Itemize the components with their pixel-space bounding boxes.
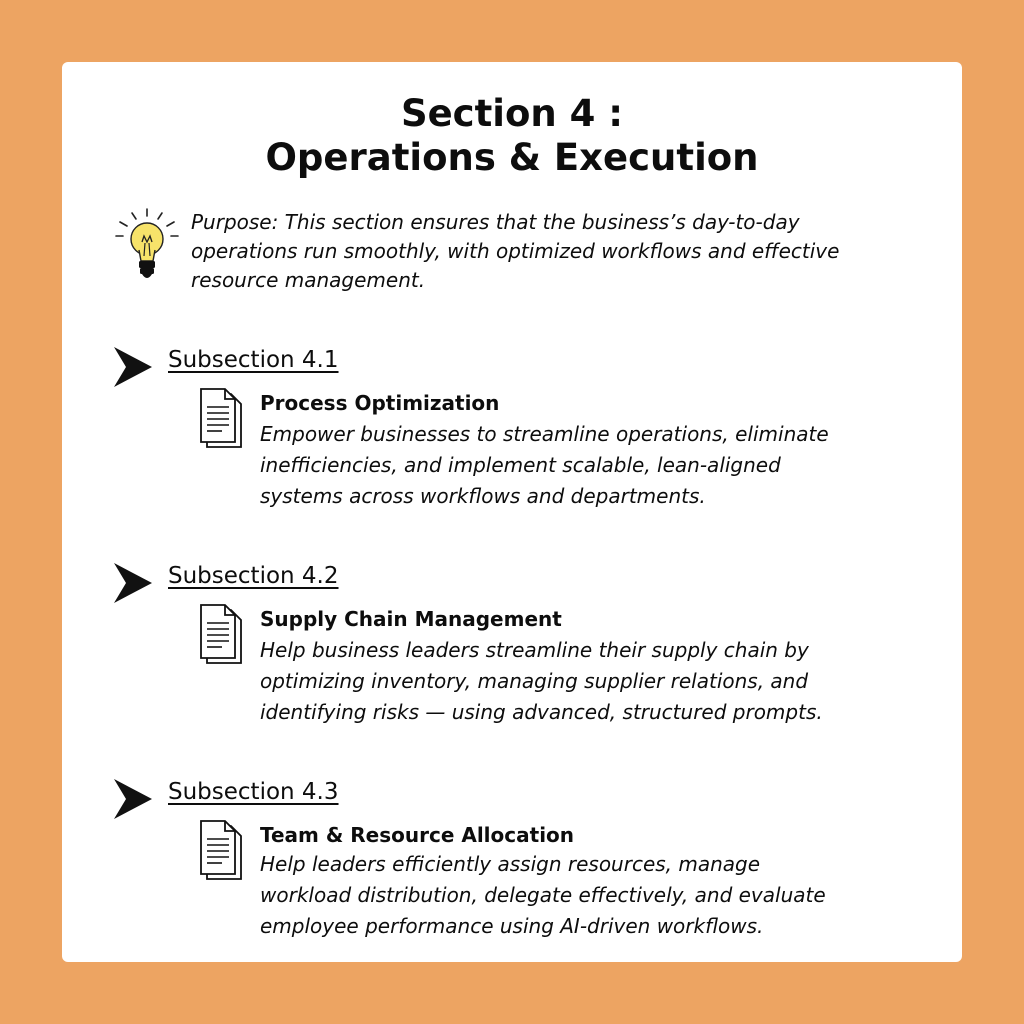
purpose-line: resource management. — [191, 268, 426, 292]
description-line: workload distribution, delegate effectively, and evaluate — [260, 883, 826, 907]
description-line: systems across workflows and departments. — [260, 484, 706, 508]
subsection-label: Subsection 4.2 — [168, 563, 339, 589]
section-subtitle: Operations & Execution — [265, 136, 759, 179]
item-description — [260, 849, 940, 942]
description-line: identifying risks — using advanced, structured prompts. — [260, 700, 823, 724]
arrow-right-icon — [112, 345, 154, 389]
purpose-line: Purpose: This section ensures that the business’s day-to-day — [191, 210, 800, 234]
arrow-right-icon — [112, 777, 154, 821]
document-icon — [198, 819, 246, 881]
purpose-line: operations run smoothly, with optimized workflows and effective — [191, 239, 840, 263]
item-title: Team & Resource Allocation — [260, 823, 575, 847]
document-icon — [198, 603, 246, 665]
subsection-label: Subsection 4.1 — [168, 347, 339, 373]
description-line: Empower businesses to streamline operations, eliminate — [260, 422, 829, 446]
description-line: inefficiencies, and implement scalable, lean-aligned — [260, 453, 781, 477]
subsection-label: Subsection 4.3 — [168, 779, 339, 805]
purpose-text — [191, 208, 931, 295]
description-line: optimizing inventory, managing supplier relations, and — [260, 669, 809, 693]
item-title: Supply Chain Management — [260, 607, 562, 631]
content-card — [62, 62, 962, 962]
section-title: Section 4 : — [400, 92, 624, 135]
item-description — [260, 419, 940, 512]
subsection-4-1 — [62, 345, 962, 525]
description-line: Help leaders efficiently assign resources, manage — [260, 852, 761, 876]
item-title: Process Optimization — [260, 391, 500, 415]
item-description — [260, 635, 940, 728]
subsection-4-3 — [62, 777, 962, 957]
subsection-4-2 — [62, 561, 962, 741]
description-line: Help business leaders streamline their supply chain by — [260, 638, 809, 662]
arrow-right-icon — [112, 561, 154, 605]
description-line: employee performance using AI-driven workflows. — [260, 914, 764, 938]
lightbulb-icon — [112, 206, 182, 286]
document-icon — [198, 387, 246, 449]
